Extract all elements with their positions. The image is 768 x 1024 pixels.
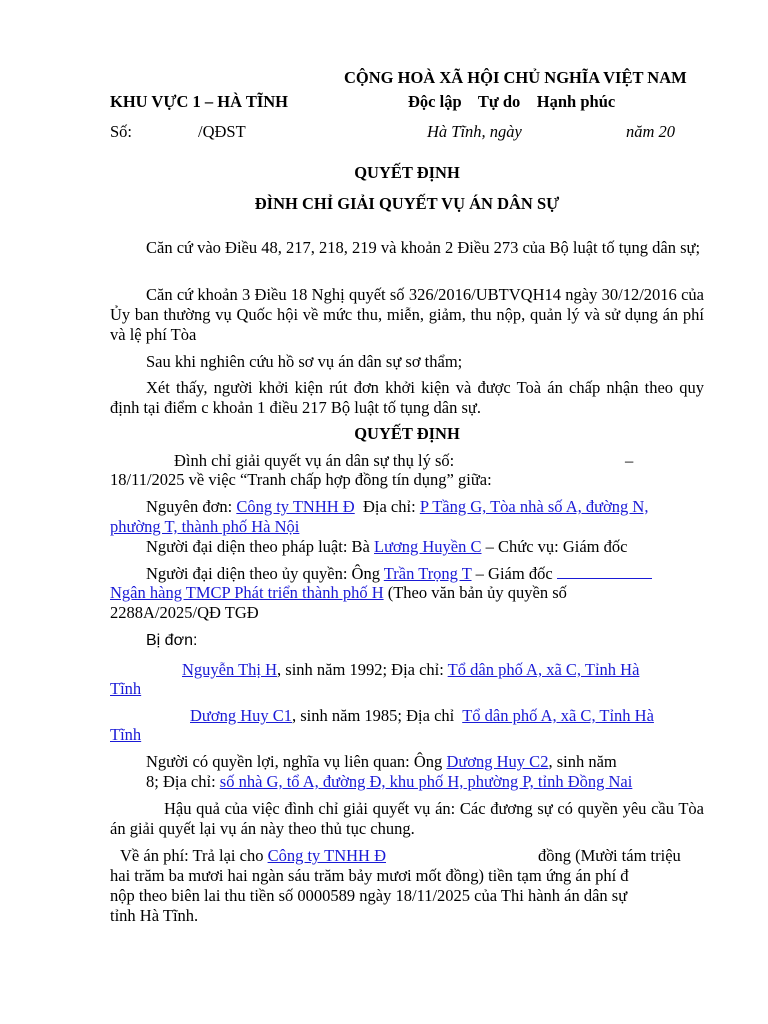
bank-name-link[interactable]: Ngân hàng TMCP Phát triển thành phố H — [110, 583, 384, 602]
defendant-label: Bị đơn: — [146, 632, 198, 649]
legal-basis-2: Căn cứ khoản 3 Điều 18 Nghị quyết số 326/2016/UBTVQH14 ngày 30/12/2016 của Ủy ban thường vụ Quốc hội về mức thu, miễn, giảm, thu nộp, quản lý và sử dụng án phí và lệ phí Tòa — [110, 285, 704, 344]
fee-line-3: nộp theo biên lai thu tiền số 0000589 ngày 18/11/2025 của Thi hành án dân sự — [110, 886, 628, 905]
auth-rep-role: – Giám đốc — [471, 564, 557, 583]
national-motto: Độc lập Tự do Hạnh phúc — [408, 92, 616, 111]
legal-rep-name-link[interactable]: Lương Huyền C — [374, 537, 482, 556]
legal-rep-label: Người đại diện theo pháp luật: Bà — [146, 537, 374, 556]
plaintiff-address-line-2 — [110, 517, 299, 537]
document-year: năm 20 — [626, 122, 676, 141]
authorized-representative-line — [146, 564, 652, 584]
related-party-line — [146, 752, 617, 772]
fee-company-link[interactable]: Công ty TNHH Đ — [267, 846, 386, 865]
legal-representative-line — [146, 537, 627, 557]
plaintiff-name-link[interactable]: Công ty TNHH Đ — [236, 497, 355, 516]
legal-basis-3: Sau khi nghiên cứu hồ sơ vụ án dân sự sơ thẩm; — [146, 352, 463, 371]
defendant-2-address-line-2 — [110, 725, 141, 745]
fee-line-4: tỉnh Hà Tĩnh. — [110, 906, 199, 925]
plaintiff-address-link-2[interactable]: phường T, thành phố Hà Nội — [110, 517, 300, 536]
court-unit: KHU VỰC 1 – HÀ TĨNH — [110, 92, 289, 111]
blank-underline — [557, 564, 652, 579]
related-party-name-link[interactable]: Dương Huy C2 — [446, 752, 549, 771]
defendant-1-info: , sinh năm 1992; Địa chỉ: — [277, 660, 448, 679]
decision-line-1: Đình chỉ giải quyết vụ án dân sự thụ lý số: — [174, 451, 455, 470]
plaintiff-address-label: Địa chỉ: — [362, 497, 420, 516]
related-party-label: Người có quyền lợi, nghĩa vụ liên quan: Ông — [146, 752, 447, 771]
related-party-address-line — [146, 772, 632, 792]
defendant-2-address-link-2[interactable]: Tĩnh — [110, 725, 142, 744]
legal-basis-4: Xét thấy, người khởi kiện rút đơn khởi kiện và được Toà án chấp nhận theo quy định tại điểm c khoản 1 điều 217 Bộ luật tố tụng dân sự. — [110, 378, 704, 417]
auth-rep-label: Người đại diện theo ủy quyền: Ông — [146, 564, 384, 583]
defendant-2-info: , sinh năm 1985; Địa chỉ — [292, 706, 463, 725]
defendant-1-address-line-2 — [110, 679, 141, 699]
document-number-label: Số: — [110, 122, 133, 141]
decision-line-2: 18/11/2025 về việc “Tranh chấp hợp đồng tín dụng” giữa: — [110, 470, 492, 489]
auth-rep-name-link[interactable]: Trần Trọng T — [383, 564, 472, 583]
document-title: QUYẾT ĐỊNH — [354, 163, 460, 182]
fee-line-2: hai trăm ba mươi hai ngàn sáu trăm bảy mươi mốt đồng) tiền tạm ứng án phí đ — [110, 866, 629, 885]
related-party-info-2: 8; Địa chỉ: — [146, 772, 220, 791]
defendant-2-name-link[interactable]: Dương Huy C1 — [190, 706, 293, 725]
defendant-1-name-link[interactable]: Nguyễn Thị H — [182, 660, 278, 679]
defendant-1-line — [182, 660, 639, 680]
authorization-doc-number: 2288A/2025/QĐ TGĐ — [110, 603, 259, 622]
bank-line — [110, 583, 567, 603]
plaintiff-line — [146, 497, 648, 517]
defendant-1-address-link[interactable]: Tổ dân phố A, xã C, Tỉnh Hà — [447, 660, 640, 679]
national-title: CỘNG HOÀ XÃ HỘI CHỦ NGHĨA VIỆT NAM — [344, 68, 687, 87]
authorization-doc-text: (Theo văn bản ủy quyền số — [383, 583, 567, 602]
decision-heading: QUYẾT ĐỊNH — [354, 424, 460, 443]
place-date: Hà Tĩnh, ngày — [427, 122, 522, 141]
decision-dash: – — [625, 451, 634, 470]
defendant-1-address-link-2[interactable]: Tĩnh — [110, 679, 142, 698]
legal-basis-1: Căn cứ vào Điều 48, 217, 218, 219 và khoản 2 Điều 273 của Bộ luật tố tụng dân sự; — [146, 238, 701, 257]
plaintiff-label: Nguyên đơn: — [146, 497, 237, 516]
document-number-suffix: /QĐST — [198, 122, 246, 141]
defendant-2-line — [190, 706, 654, 726]
consequence-paragraph: Hậu quả của việc đình chỉ giải quyết vụ án: Các đương sự có quyền yêu cầu Tòa án giải quyết lại vụ án này theo thủ tục chung. — [110, 799, 704, 838]
related-party-info: , sinh năm — [548, 752, 617, 771]
fee-amount-text: đồng (Mười tám triệu — [538, 846, 681, 865]
plaintiff-address-link-1[interactable]: P Tầng G, Tòa nhà số A, đường N, — [419, 497, 649, 516]
defendant-2-address-link[interactable]: Tổ dân phố A, xã C, Tỉnh Hà — [462, 706, 654, 725]
related-party-address-link[interactable]: số nhà G, tổ A, đường Đ, khu phố H, phường P, tỉnh Đồng Nai — [219, 772, 633, 791]
fee-line-1 — [120, 846, 386, 866]
document-subtitle: ĐÌNH CHỈ GIẢI QUYẾT VỤ ÁN DÂN SỰ — [254, 194, 560, 213]
legal-rep-role: – Chức vụ: Giám đốc — [481, 537, 628, 556]
fee-label: Về án phí: Trả lại cho — [120, 846, 268, 865]
